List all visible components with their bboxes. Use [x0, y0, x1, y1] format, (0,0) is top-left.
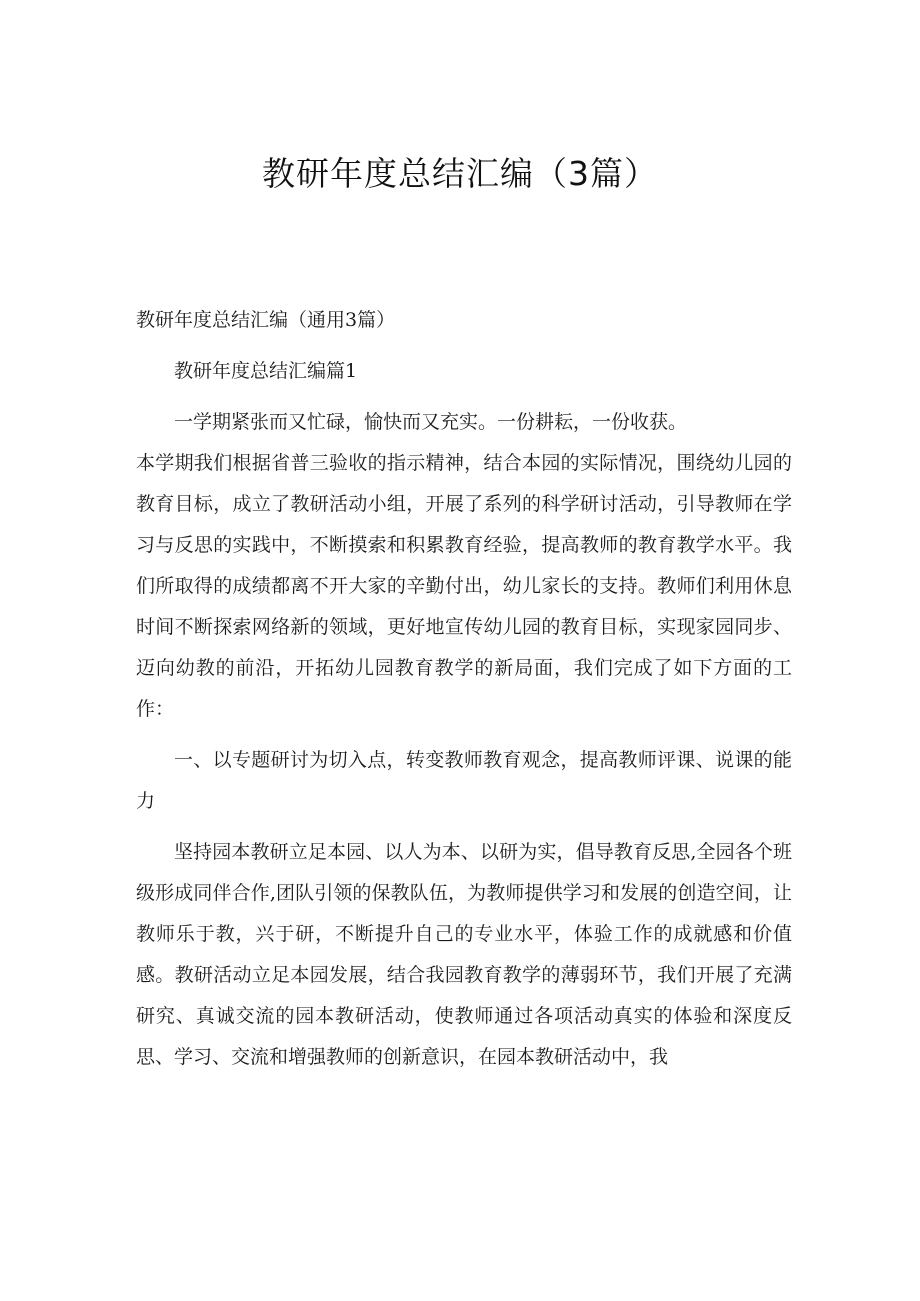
paragraph-research: 坚持园本教研立足本园、以人为本、以研为实，倡导教育反思,全园各个班级形成同伴合作,团队引领的保教队伍，为教师提供学习和发展的创造空间，让教师乐于教，兴于研，不断提升自己的专业水平，体验工作的成就感和价值感。教研活动立足本园发展，结合我园教育教学的薄弱环节，我们开展了充满研究、真诚交流的园本教研活动，使教师通过各项活动真实的体验和深度反思、学习、交流和增强教师的创新意识，在园本教研活动中，我 [136, 841, 792, 1068]
document-body [136, 300, 792, 1078]
document-subtitle: 教研年度总结汇编（通用3篇） [136, 309, 396, 331]
paragraph-heading-one: 一、以专题研讨为切入点，转变教师教育观念，提高教师评课、说课的能力 [136, 749, 792, 812]
paragraph-intro: 一学期紧张而又忙碌，愉快而又充实。一份耕耘，一份收获。 [174, 411, 688, 433]
document-title: 教研年度总结汇编（3篇） [262, 154, 658, 193]
section-heading: 教研年度总结汇编篇1 [174, 360, 358, 382]
paragraph-overview: 本学期我们根据省普三验收的指示精神，结合本园的实际情况，围绕幼儿园的教育目标，成立了教研活动小组，开展了系列的科学研讨活动，引导教师在学习与反思的实践中，不断摸索和积累教育经验，提高教师的教育教学水平。我们所取得的成绩都离不开大家的辛勤付出，幼儿家长的支持。教师们利用休息时间不断探索网络新的领域，更好地宣传幼儿园的教育目标，实现家园同步、迈向幼教的前沿，开拓幼儿园教育教学的新局面，我们完成了如下方面的工作： [136, 452, 792, 720]
